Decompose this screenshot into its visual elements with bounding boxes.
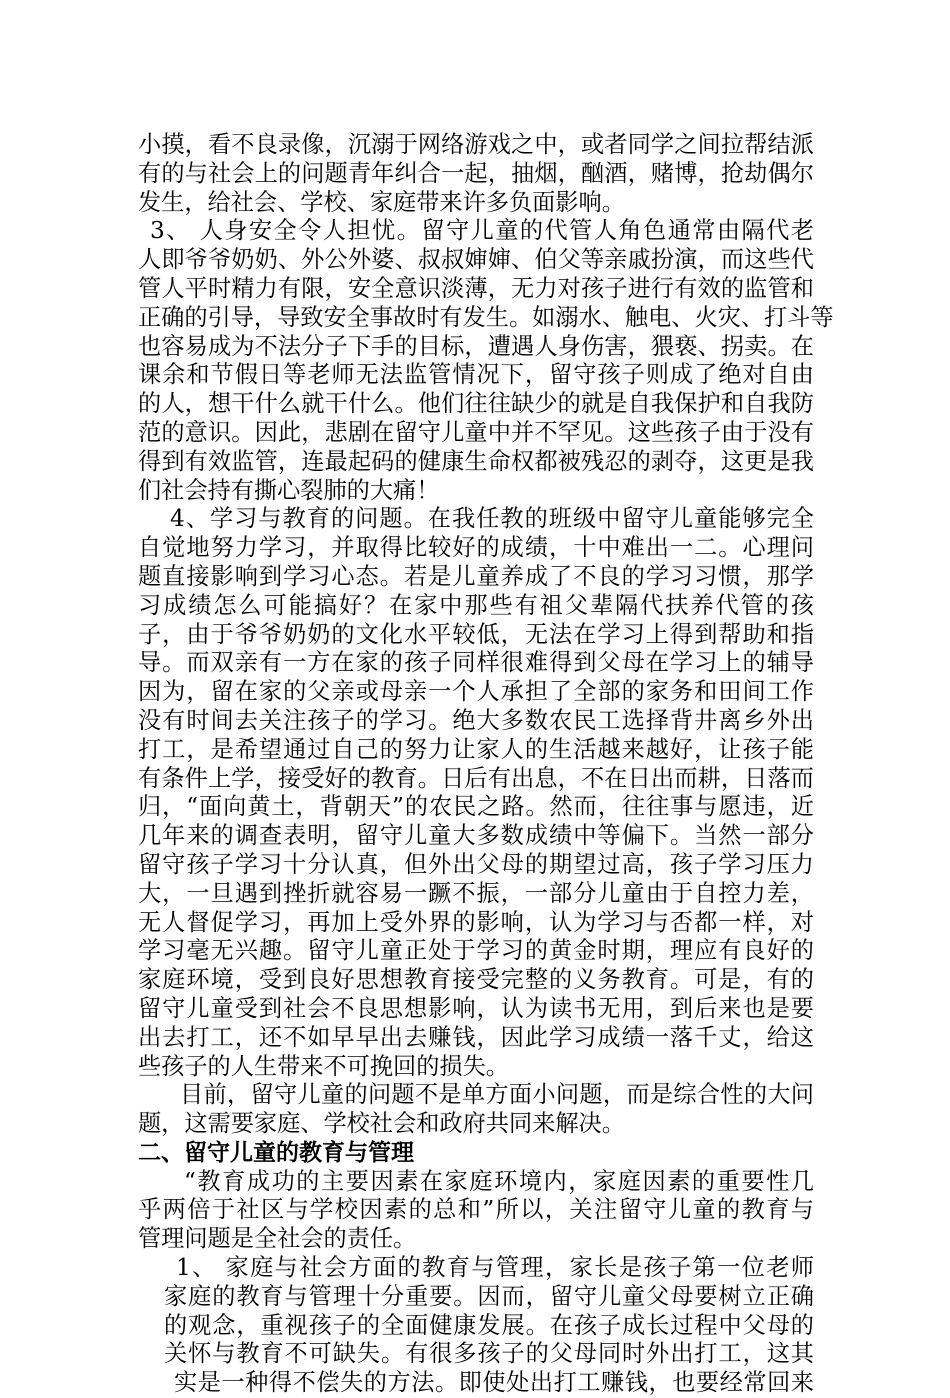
text-line: 关怀与教育不可缺失。有很多孩子的父母同时外出打工，这其 <box>164 1340 814 1368</box>
text-line: 些孩子的人生带来不可挽回的损失。 <box>138 1052 509 1080</box>
text-line: 大，一旦遇到挫折就容易一蹶不振，一部分儿童由于自控力差， <box>138 879 814 907</box>
text-line: 课余和节假日等老师无法监管情况下，留守孩子则成了绝对自由 <box>138 361 814 389</box>
text-line: 小摸，看不良录像，沉溺于网络游戏之中，或者同学之间拉帮结派 <box>138 131 814 158</box>
text-line: 习成绩怎么可能搞好？在家中那些有祖父辈隔代扶养代管的孩 <box>138 591 814 619</box>
text-line: 管理问题是全社会的责任。 <box>138 1225 417 1253</box>
text-line: 子，由于爷爷奶奶的文化水平较低，无法在学习上得到帮助和指 <box>138 620 814 648</box>
text-line: 实是一种得不偿失的方法。即使处出打工赚钱，也要经常回来 <box>174 1369 814 1397</box>
text-line: 得到有效监管，连最起码的健康生命权都被残忍的剥夺，这更是我 <box>138 447 814 475</box>
text-line: 学习毫无兴趣。留守儿童正处于学习的黄金时期，理应有良好的 <box>138 937 814 965</box>
section-heading: 二、留守儿童的教育与管理 <box>138 1139 414 1166</box>
text-line: 正确的引导，导致安全事故时有发生。如溺水、触电、火灾、打斗等 <box>138 303 834 331</box>
text-line: 无人督促学习，再加上受外界的影响，认为学习与否都一样，对 <box>138 908 814 936</box>
text-line: 自觉地努力学习，并取得比较好的成绩，十中难出一二。心理问 <box>138 534 814 562</box>
text-line: 出去打工，还不如早早出去赚钱，因此学习成绩一落千丈，给这 <box>138 1023 814 1051</box>
document-body <box>138 131 834 1398</box>
text-line: 有条件上学，接受好的教育。日后有出息，不在日出而耕，日落而 <box>138 764 814 792</box>
text-line: 目前，留守儿童的问题不是单方面小问题，而是综合性的大问 <box>180 1081 814 1109</box>
text-line: 人即爷爷奶奶、外公外婆、叔叔婶婶、伯父等亲戚扮演，而这些代 <box>138 246 814 274</box>
text-line: 3、 人身安全令人担忧。留守儿童的代管人角色通常由隔代老 <box>150 217 814 245</box>
text-line: 题直接影响到学习心态。若是儿童养成了不良的学习习惯，那学 <box>138 562 814 590</box>
text-line: 导。而双亲有一方在家的孩子同样很难得到父母在学习上的辅导 <box>138 649 814 677</box>
text-line: 也容易成为不法分子下手的目标，遭遇人身伤害，猥亵、拐卖。在 <box>138 332 814 360</box>
text-line: 1、 家庭与社会方面的教育与管理，家长是孩子第一位老师 <box>176 1254 814 1282</box>
text-line: 家庭环境，受到良好思想教育接受完整的义务教育。可是，有的 <box>138 966 814 994</box>
text-line: 的观念，重视孩子的全面健康发展。在孩子成长过程中父母的 <box>164 1311 814 1339</box>
text-line: 乎两倍于社区与学校因素的总和”所以，关注留守儿童的教育与 <box>138 1196 814 1224</box>
text-line: 4、学习与教育的问题。在我任教的班级中留守儿童能够完全 <box>170 505 814 533</box>
text-line: 没有时间去关注孩子的学习。绝大多数农民工选择背井离乡外出 <box>138 706 814 734</box>
text-line: 管人平时精力有限，安全意识淡薄，无力对孩子进行有效的监管和 <box>138 274 814 302</box>
text-line: 范的意识。因此，悲剧在留守儿童中并不罕见。这些孩子由于没有 <box>138 418 814 446</box>
text-line: 家庭的教育与管理十分重要。因而，留守儿童父母要树立正确 <box>164 1282 814 1310</box>
text-line: 打工，是希望通过自己的努力让家人的生活越来越好，让孩子能 <box>138 735 814 763</box>
text-line: 因为，留在家的父亲或母亲一个人承担了全部的家务和田间工作 <box>138 678 814 706</box>
text-line: 发生，给社会、学校、家庭带来许多负面影响。 <box>138 188 625 216</box>
text-line: 题，这需要家庭、学校社会和政府共同来解决。 <box>138 1110 625 1138</box>
text-line: 留守孩子学习十分认真，但外出父母的期望过高，孩子学习压力 <box>138 850 814 878</box>
text-line: 有的与社会上的问题青年纠合一起，抽烟，酗酒，赌博，抢劫偶尔 <box>138 159 814 187</box>
text-line: 的人，想干什么就干什么。他们往往缺少的就是自我保护和自我防 <box>138 390 814 418</box>
text-line: 们社会持有撕心裂肺的大痛！ <box>138 476 440 504</box>
text-line: 归，“面向黄土，背朝天”的农民之路。然而，往往事与愿违，近 <box>138 793 814 821</box>
text-line: “教育成功的主要因素在家庭环境内，家庭因素的重要性几 <box>184 1167 814 1195</box>
text-line: 留守儿童受到社会不良思想影响，认为读书无用，到后来也是要 <box>138 994 814 1022</box>
text-line: 几年来的调查表明，留守儿童大多数成绩中等偏下。当然一部分 <box>138 822 814 850</box>
